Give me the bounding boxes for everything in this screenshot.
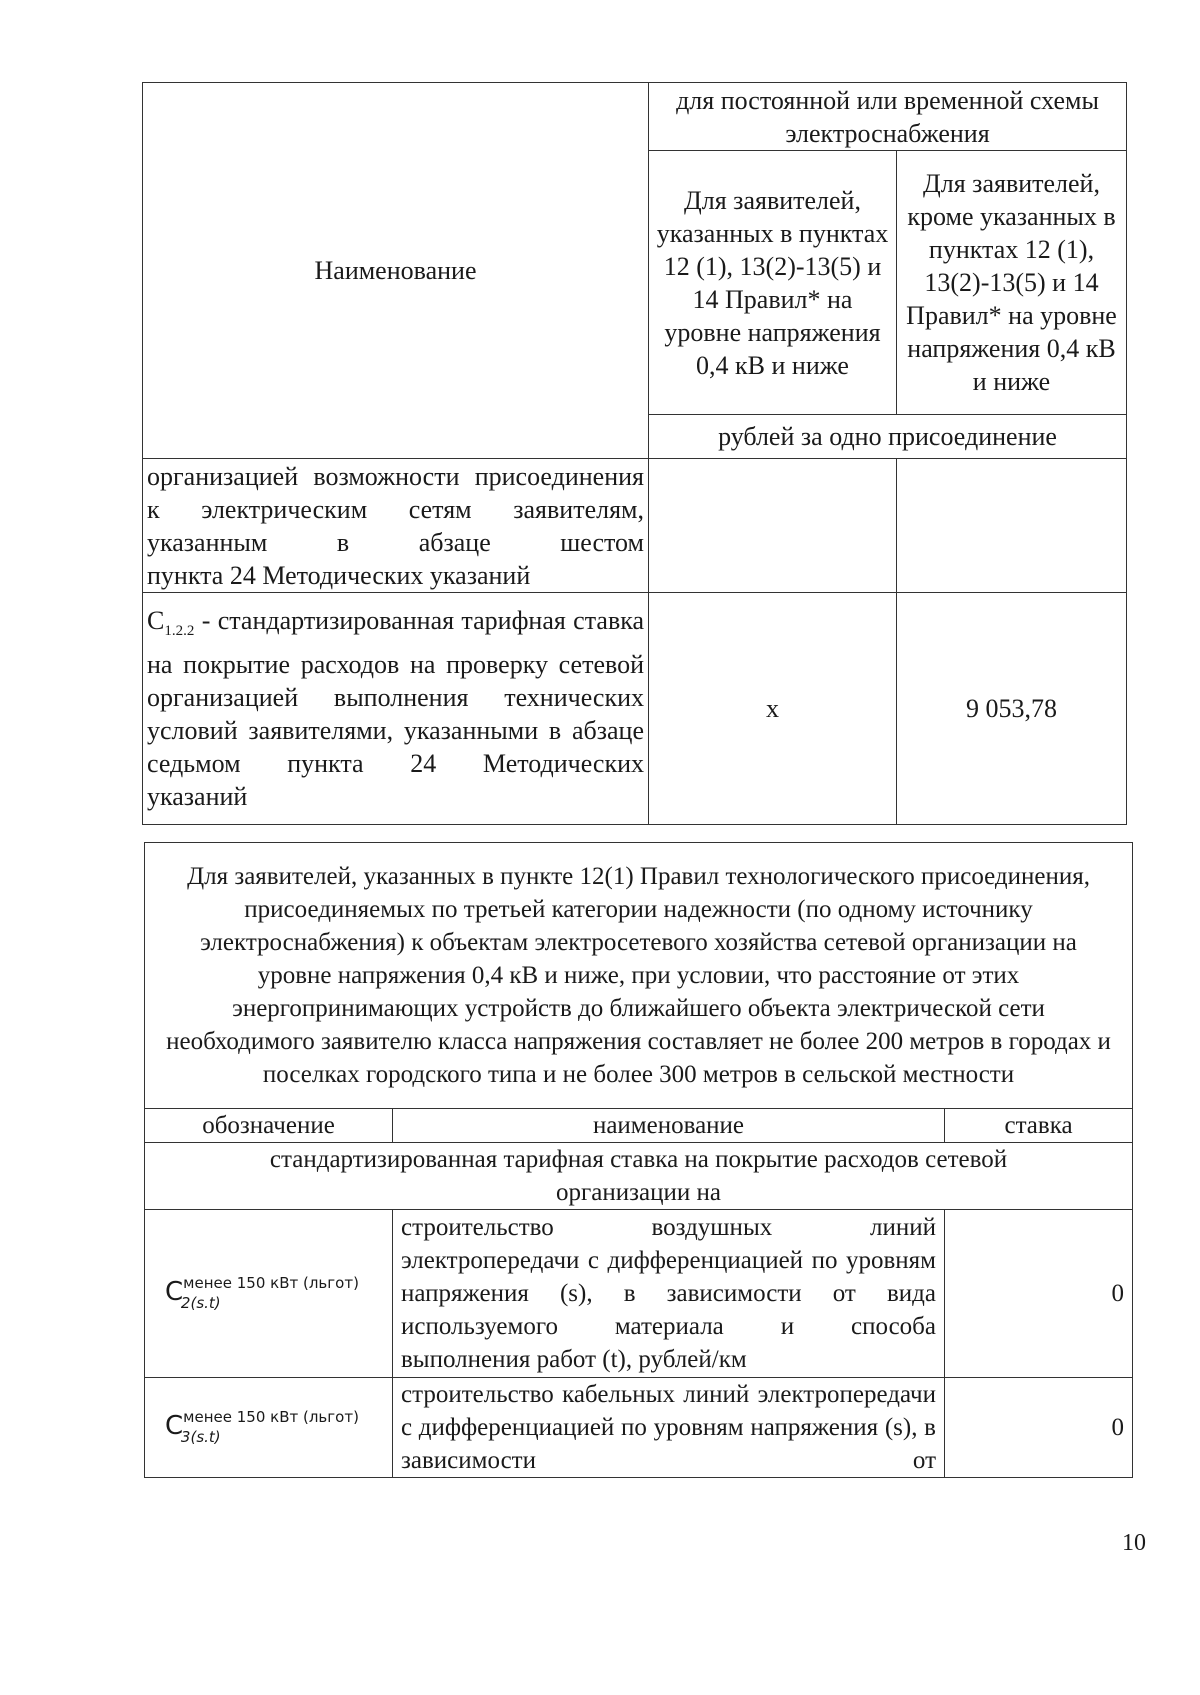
header-name-cell [143,83,649,459]
header-name: Наименование [314,256,477,285]
tariff-table-lower [144,842,1133,1478]
tariff-symbol-sub: 3(s.t) [180,1427,221,1446]
row2-name [143,593,649,825]
row2-text-last: указаний [147,782,248,812]
row-name-cell [393,1378,945,1478]
tariff-symbol-letter: С [165,1410,184,1441]
header-unit [649,415,1127,459]
row-name-text-last: выполнения работ (t), рублей/км [401,1346,747,1373]
tariff-symbol [165,1407,359,1446]
row2-col1-value: х [766,694,779,723]
section-header [145,1143,1133,1210]
tariff-symbol-sup: менее 150 кВт (льгот) [183,1273,359,1292]
tariff-table-upper [142,82,1127,825]
row2-symbol-letter: С [147,605,165,635]
row2-symbol [147,605,195,640]
row2-text: - стандартизированная тарифная ставка на покрытие расходов на проверку сетевой организацией выполнения технических условий заявителями, указанными в абзаце седьмом пункта 24 Методических [147,605,644,779]
row1-text-last: пункта 24 Методических указаний [147,560,531,590]
col-header-symbol-text: обозначение [202,1112,335,1139]
row-symbol-cell [145,1378,393,1478]
header-col2 [897,151,1127,415]
row1-col2 [897,459,1127,593]
header-col1 [649,151,897,415]
section-header-text: стандартизированная тарифная ставка на покрытие расходов сетевой организации на [269,1146,1008,1206]
col-header-rate [945,1109,1133,1143]
row1-col1 [649,459,897,593]
tariff-symbol-sub: 2(s.t) [180,1293,221,1312]
col-header-rate-text: ставка [1004,1112,1073,1139]
col-header-symbol [145,1109,393,1143]
row2-col1 [649,593,897,825]
col-header-name [393,1109,945,1143]
row-name-cell [393,1210,945,1378]
row-symbol-cell [145,1210,393,1378]
tariff-symbol-letter: С [165,1276,184,1307]
tariff-symbol [165,1273,359,1312]
row-rate-value: 0 [1111,1280,1125,1307]
row-name-text: строительство воздушных линий электропередачи с дифференциацией по уровням напряжения (s), в зависимости от вида используемого материала и способа [401,1214,936,1340]
row2-symbol-sub: 1.2.2 [164,623,195,640]
header-col2-text: Для заявителей, кроме указанных в пунктах 12 (1), 13(2)-13(5) и 14 Правил* на уровне напряжения 0,4 кВ и ниже [906,169,1117,396]
table-row [145,1210,1133,1378]
row1-text: организацией возможности присоединения к электрическим сетям заявителям, указанным в абзаце шестом [147,461,644,557]
header-unit-text: рублей за одно присоединение [718,422,1057,451]
header-col1-text: Для заявителей, указанных в пунктах 12 (1), 13(2)-13(5) и 14 Правил* на уровне напряжения 0,4 кВ и ниже [656,185,889,380]
tariff-symbol-sup: менее 150 кВт (льгот) [183,1407,359,1426]
row-rate-value: 0 [1111,1414,1125,1441]
row-rate-cell [945,1210,1133,1378]
row-name-text: строительство кабельных линий электропередачи с дифференциацией по уровням напряжения (s), в зависимости от [401,1381,936,1474]
row2-col2 [897,593,1127,825]
row2-col2-value: 9 053,78 [966,694,1057,723]
header-scheme-cell [649,83,1127,151]
header-scheme: для постоянной или временной схемы электроснабжения [676,85,1099,148]
row-rate-cell [945,1378,1133,1478]
page-number: 10 [1122,1530,1146,1556]
lower-table-title-text: Для заявителей, указанных в пункте 12(1) Правил технологического присоединения, присоединяемых по третьей категории надежности (по одному источнику электроснабжения) к объектам электросетевого хозяйства сетевой организации на уровне напряжения 0,4 кВ и ниже, при условии, что расстояние от этих энергопринимающих устройств до ближайшего объекта электрической сети необходимого заявителю класса напряжения составляет не более 200 метров в городах и поселках городского типа и не более 300 метров в сельской местности [166,863,1111,1088]
row1-name [143,459,649,593]
lower-table-title [145,843,1133,1109]
col-header-name-text: наименование [592,1112,745,1139]
table-row [145,1378,1133,1478]
